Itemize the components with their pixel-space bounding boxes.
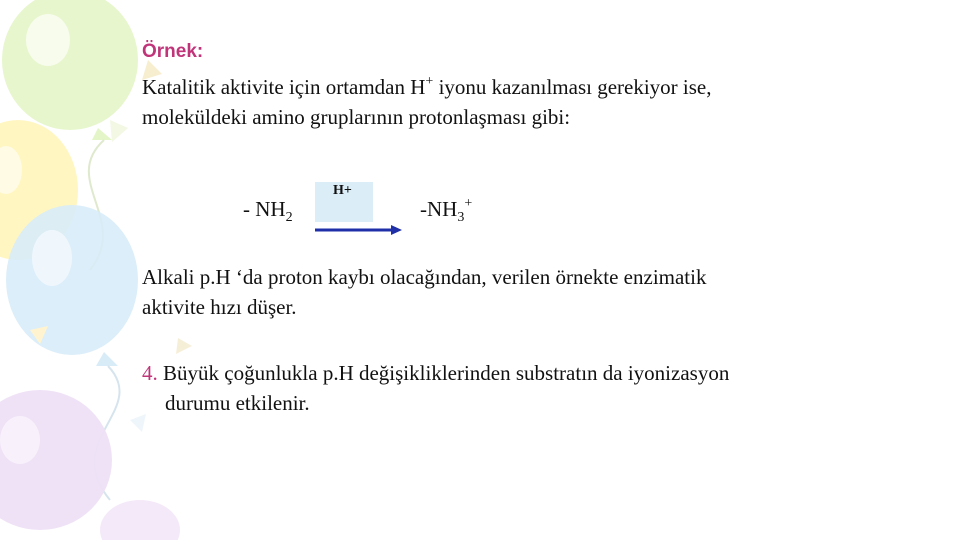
reactant-text: - NH bbox=[243, 197, 286, 221]
example-heading: Örnek: bbox=[142, 41, 204, 62]
alkali-line-2: aktivite hızı düşer. bbox=[142, 295, 297, 319]
intro-line-1-rest: iyonu kazanılması gerekiyor ise, bbox=[433, 75, 712, 99]
intro-line-1-text: Katalitik aktivite için ortamdan H bbox=[142, 75, 426, 99]
point-4-text: Büyük çoğunlukla p.H değişikliklerinden substratın da iyonizasyon bbox=[157, 361, 730, 385]
arrow-label: H+ bbox=[333, 183, 352, 198]
intro-line-1 bbox=[142, 72, 712, 102]
intro-line-2: moleküldeki amino gruplarının protonlaşması gibi: bbox=[142, 105, 571, 129]
reaction-arrow bbox=[313, 223, 403, 237]
point-4-line-2: durumu etkilenir. bbox=[165, 391, 310, 415]
product-superscript: + bbox=[464, 196, 473, 211]
reactant-subscript: 2 bbox=[285, 210, 293, 225]
alkali-line-1: Alkali p.H ‘da proton kaybı olacağından, verilen örnekte enzimatik bbox=[142, 265, 707, 289]
product-subscript: 3 bbox=[457, 210, 465, 225]
h-plus-superscript: + bbox=[425, 74, 434, 89]
product-formula bbox=[420, 196, 473, 225]
point-4-line-1 bbox=[142, 358, 729, 388]
point-4-number: 4. bbox=[142, 361, 158, 385]
product-text: -NH bbox=[420, 197, 458, 221]
reactant-formula bbox=[243, 197, 293, 225]
